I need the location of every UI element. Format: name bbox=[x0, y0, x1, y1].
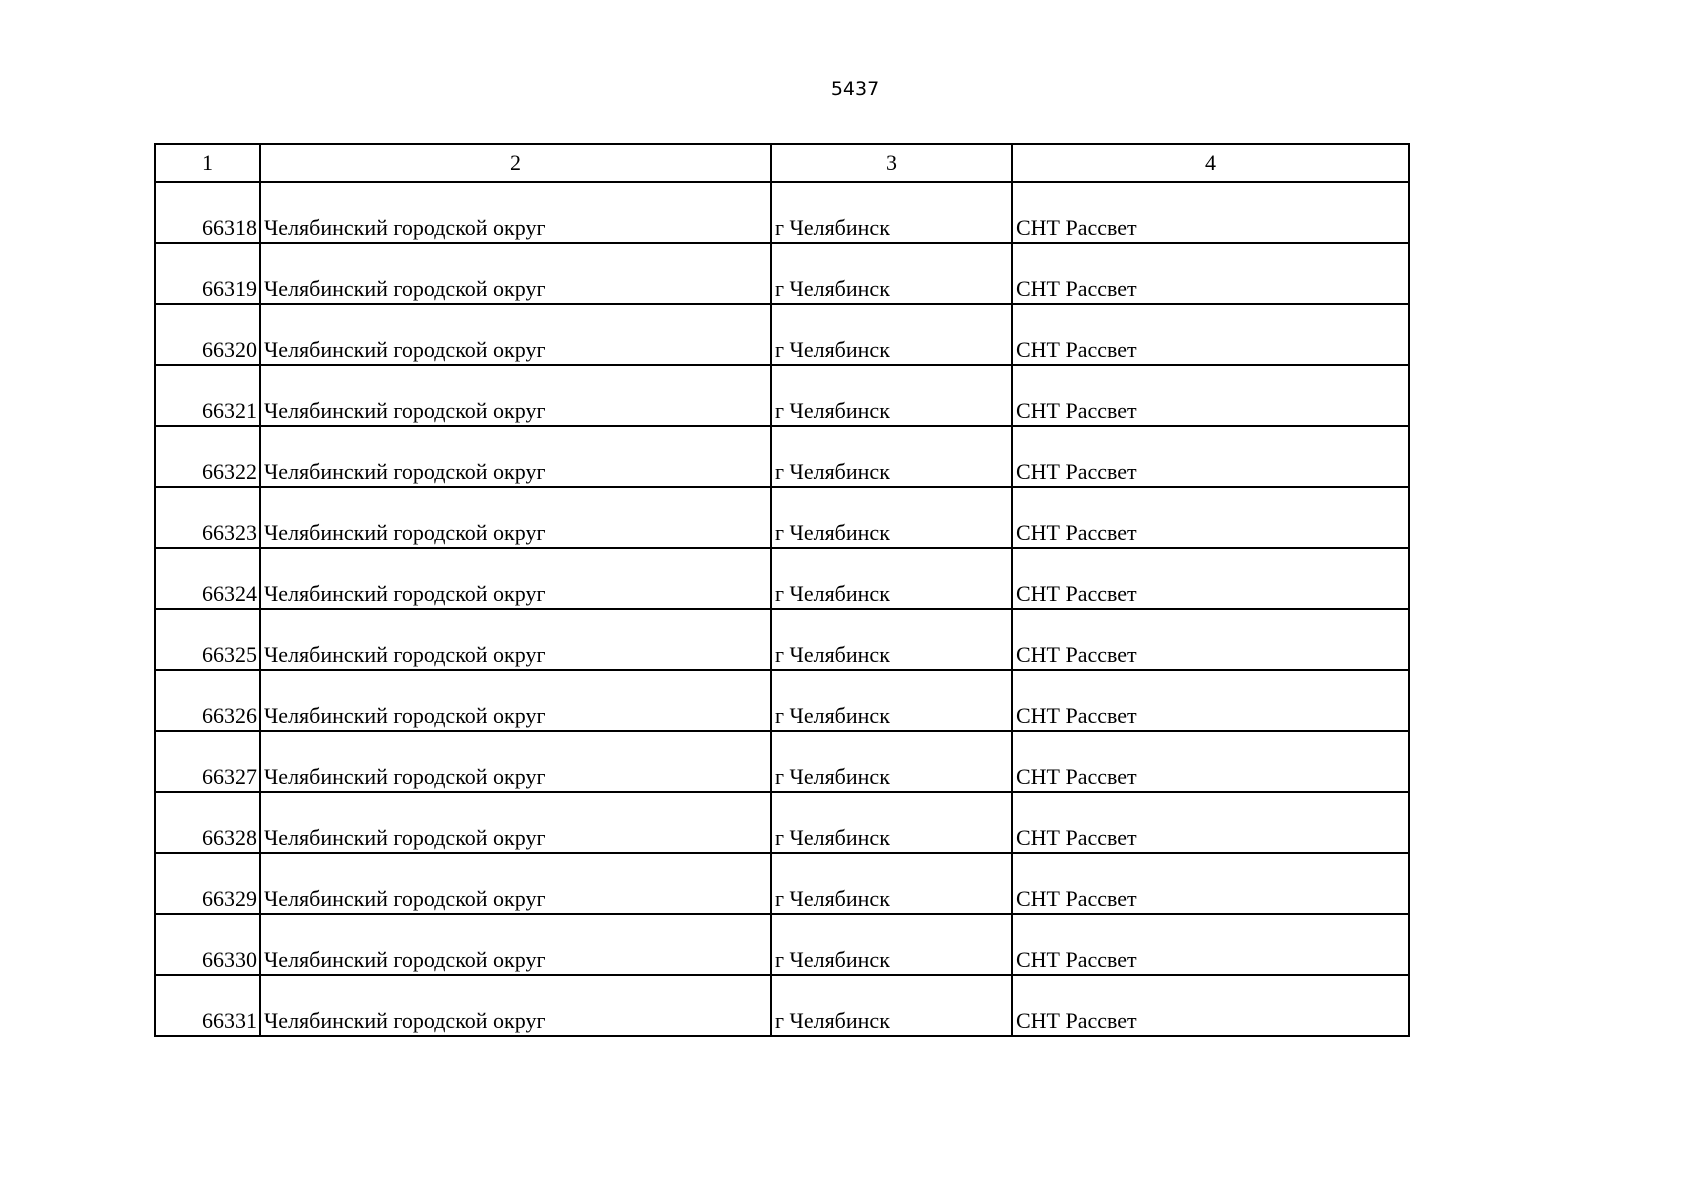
place-cell: СНТ Рассвет bbox=[1012, 243, 1409, 304]
row-number-cell: 66322 bbox=[155, 426, 260, 487]
district-cell: Челябинский городской округ bbox=[260, 670, 771, 731]
settlement-cell: г Челябинск bbox=[771, 365, 1012, 426]
district-cell: Челябинский городской округ bbox=[260, 975, 771, 1036]
row-number-cell: 66321 bbox=[155, 365, 260, 426]
place-cell: СНТ Рассвет bbox=[1012, 365, 1409, 426]
district-cell: Челябинский городской округ bbox=[260, 853, 771, 914]
table-header bbox=[155, 144, 1409, 182]
settlement-cell: г Челябинск bbox=[771, 853, 1012, 914]
district-cell: Челябинский городской округ bbox=[260, 487, 771, 548]
place-cell: СНТ Рассвет bbox=[1012, 487, 1409, 548]
district-cell: Челябинский городской округ bbox=[260, 548, 771, 609]
place-cell: СНТ Рассвет bbox=[1012, 975, 1409, 1036]
place-cell: СНТ Рассвет bbox=[1012, 182, 1409, 243]
table-row bbox=[155, 853, 1409, 914]
place-cell: СНТ Рассвет bbox=[1012, 426, 1409, 487]
district-cell: Челябинский городской округ bbox=[260, 914, 771, 975]
place-cell: СНТ Рассвет bbox=[1012, 670, 1409, 731]
row-number-cell: 66318 bbox=[155, 182, 260, 243]
place-cell: СНТ Рассвет bbox=[1012, 731, 1409, 792]
table-row bbox=[155, 243, 1409, 304]
place-cell: СНТ Рассвет bbox=[1012, 304, 1409, 365]
settlement-cell: г Челябинск bbox=[771, 243, 1012, 304]
row-number-cell: 66327 bbox=[155, 731, 260, 792]
row-number-cell: 66330 bbox=[155, 914, 260, 975]
column-header-3: 3 bbox=[771, 144, 1012, 182]
registry-table bbox=[154, 143, 1410, 1037]
table-row bbox=[155, 548, 1409, 609]
settlement-cell: г Челябинск bbox=[771, 792, 1012, 853]
place-cell: СНТ Рассвет bbox=[1012, 792, 1409, 853]
header-row bbox=[155, 144, 1409, 182]
table-row bbox=[155, 304, 1409, 365]
place-cell: СНТ Рассвет bbox=[1012, 609, 1409, 670]
district-cell: Челябинский городской округ bbox=[260, 792, 771, 853]
row-number-cell: 66328 bbox=[155, 792, 260, 853]
district-cell: Челябинский городской округ bbox=[260, 243, 771, 304]
district-cell: Челябинский городской округ bbox=[260, 426, 771, 487]
table-body bbox=[155, 182, 1409, 1036]
settlement-cell: г Челябинск bbox=[771, 731, 1012, 792]
row-number-cell: 66331 bbox=[155, 975, 260, 1036]
table-row bbox=[155, 365, 1409, 426]
table-row bbox=[155, 975, 1409, 1036]
settlement-cell: г Челябинск bbox=[771, 304, 1012, 365]
settlement-cell: г Челябинск bbox=[771, 487, 1012, 548]
district-cell: Челябинский городской округ bbox=[260, 609, 771, 670]
column-header-2: 2 bbox=[260, 144, 771, 182]
settlement-cell: г Челябинск bbox=[771, 426, 1012, 487]
table-row bbox=[155, 487, 1409, 548]
table-row bbox=[155, 670, 1409, 731]
row-number-cell: 66326 bbox=[155, 670, 260, 731]
district-cell: Челябинский городской округ bbox=[260, 182, 771, 243]
page-number: 5437 bbox=[830, 78, 880, 100]
row-number-cell: 66319 bbox=[155, 243, 260, 304]
place-cell: СНТ Рассвет bbox=[1012, 853, 1409, 914]
settlement-cell: г Челябинск bbox=[771, 975, 1012, 1036]
settlement-cell: г Челябинск bbox=[771, 670, 1012, 731]
row-number-cell: 66324 bbox=[155, 548, 260, 609]
row-number-cell: 66325 bbox=[155, 609, 260, 670]
column-header-1: 1 bbox=[155, 144, 260, 182]
table-row bbox=[155, 182, 1409, 243]
row-number-cell: 66329 bbox=[155, 853, 260, 914]
table-row bbox=[155, 426, 1409, 487]
district-cell: Челябинский городской округ bbox=[260, 304, 771, 365]
table-row bbox=[155, 792, 1409, 853]
table-row bbox=[155, 609, 1409, 670]
row-number-cell: 66323 bbox=[155, 487, 260, 548]
place-cell: СНТ Рассвет bbox=[1012, 914, 1409, 975]
table-row bbox=[155, 914, 1409, 975]
settlement-cell: г Челябинск bbox=[771, 548, 1012, 609]
district-cell: Челябинский городской округ bbox=[260, 731, 771, 792]
table-row bbox=[155, 731, 1409, 792]
settlement-cell: г Челябинск bbox=[771, 182, 1012, 243]
place-cell: СНТ Рассвет bbox=[1012, 548, 1409, 609]
row-number-cell: 66320 bbox=[155, 304, 260, 365]
settlement-cell: г Челябинск bbox=[771, 609, 1012, 670]
column-header-4: 4 bbox=[1012, 144, 1409, 182]
settlement-cell: г Челябинск bbox=[771, 914, 1012, 975]
district-cell: Челябинский городской округ bbox=[260, 365, 771, 426]
